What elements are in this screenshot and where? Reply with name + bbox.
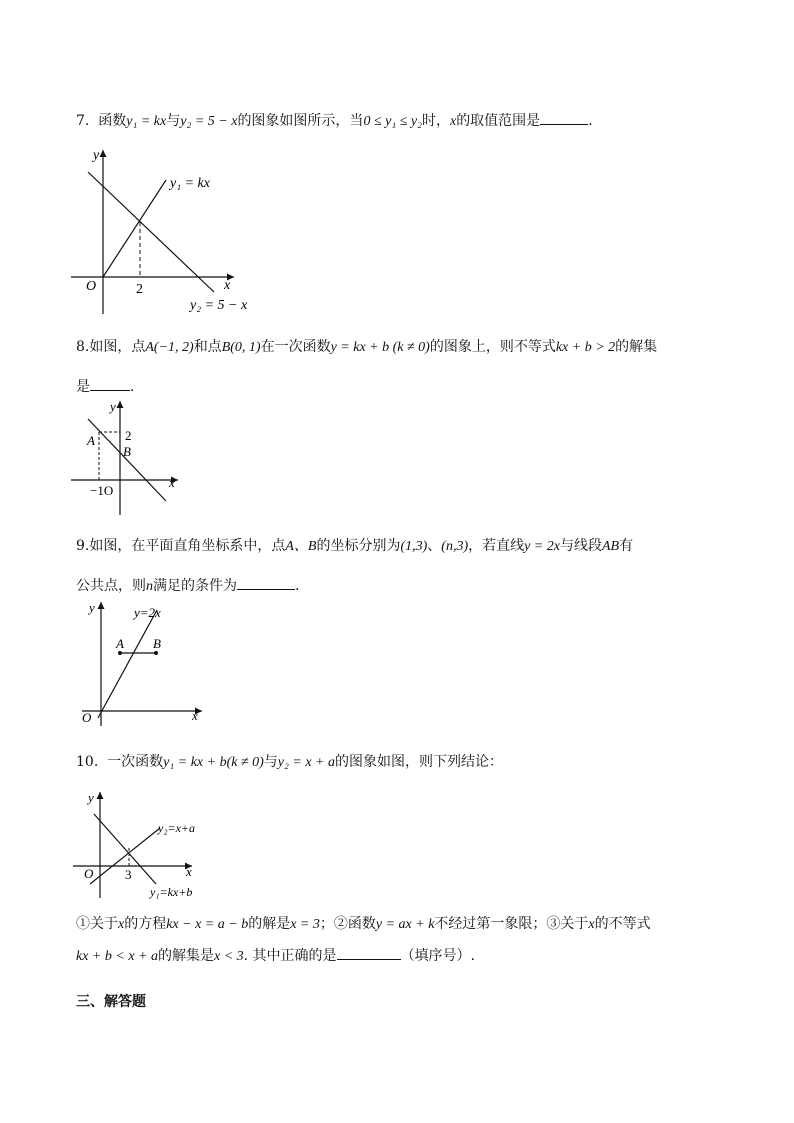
q9-text-line2: 公共点，则n满足的条件为 . <box>76 575 299 597</box>
x-label: x <box>169 475 175 490</box>
tick-label: 3 <box>125 867 132 882</box>
x-label: x <box>192 708 198 723</box>
q7-text: 7. 函数y₁ = kx与y₂ = 5 − x的图象如图所示，当0 ≤ y₁ ≤ y₂时，x的取值范围是 . <box>76 110 593 132</box>
y-label: y <box>88 790 94 805</box>
x-label: x <box>186 864 192 879</box>
y-label: y <box>89 600 95 615</box>
answer-blank[interactable] <box>237 575 295 590</box>
A-label: A <box>87 433 95 448</box>
q10-conclusions-line1: ①关于x的方程kx − x = a − b的解是x = 3；②函数y = ax + k不经过第一象限；③关于x的不等式 <box>76 916 651 932</box>
q8-number: 8. <box>76 339 90 355</box>
B-label: B <box>123 444 131 459</box>
line1-label: y₁ = kx <box>170 176 210 191</box>
section-title: 三、解答题 <box>76 994 146 1010</box>
q10-conclusions-line2: kx + b < x + a的解集是x < 3. 其中正确的是 （填序号）. <box>76 945 475 967</box>
answer-blank[interactable] <box>337 945 401 960</box>
origin-label: O <box>86 279 97 294</box>
B-label: B <box>153 636 161 651</box>
q10-text: 10. 一次函数y₁ = kx + b(k ≠ 0)与y₂ = x + a的图象如图，则下列结论： <box>76 754 503 770</box>
line2-label: y₁=kx+b <box>150 885 193 899</box>
x-tick-label: −1O <box>90 483 114 498</box>
line-label: y=2x <box>134 605 161 620</box>
origin-label: O <box>84 866 94 881</box>
x-label: x <box>224 278 231 293</box>
answer-blank[interactable] <box>540 110 588 125</box>
q9-text: 9.如图，在平面直角坐标系中，点A、B的坐标分别为(1,3)、(n,3)，若直线y = 2x与线段AB有 <box>76 538 634 554</box>
line2-label: y₂ = 5 − x <box>190 298 248 313</box>
y-label: y <box>93 148 100 163</box>
q10-figure <box>70 786 210 904</box>
line1-label: y₂=x+a <box>158 821 196 835</box>
point-A <box>118 651 122 655</box>
q8-text: 8.如图，点A(−1, 2)和点B(0, 1)在一次函数y = kx + b (k ≠ 0)的图象上，则不等式kx + b > 2的解集 <box>76 339 658 355</box>
tick-label: 2 <box>136 282 143 297</box>
q8-text-line2: 是 . <box>76 376 134 397</box>
q9-figure <box>74 596 214 728</box>
q7-figure <box>66 142 256 317</box>
answer-blank[interactable] <box>90 376 130 391</box>
point-B <box>154 651 158 655</box>
origin-label: O <box>82 710 92 725</box>
y-label: y <box>110 399 116 414</box>
y-tick-label: 2 <box>125 428 132 443</box>
q10-number: 10. <box>76 754 99 770</box>
A-label: A <box>116 636 124 651</box>
q9-number: 9. <box>76 538 90 554</box>
q7-number: 7. <box>76 113 90 129</box>
q8-figure <box>66 395 196 520</box>
line-y-2x <box>98 610 157 718</box>
